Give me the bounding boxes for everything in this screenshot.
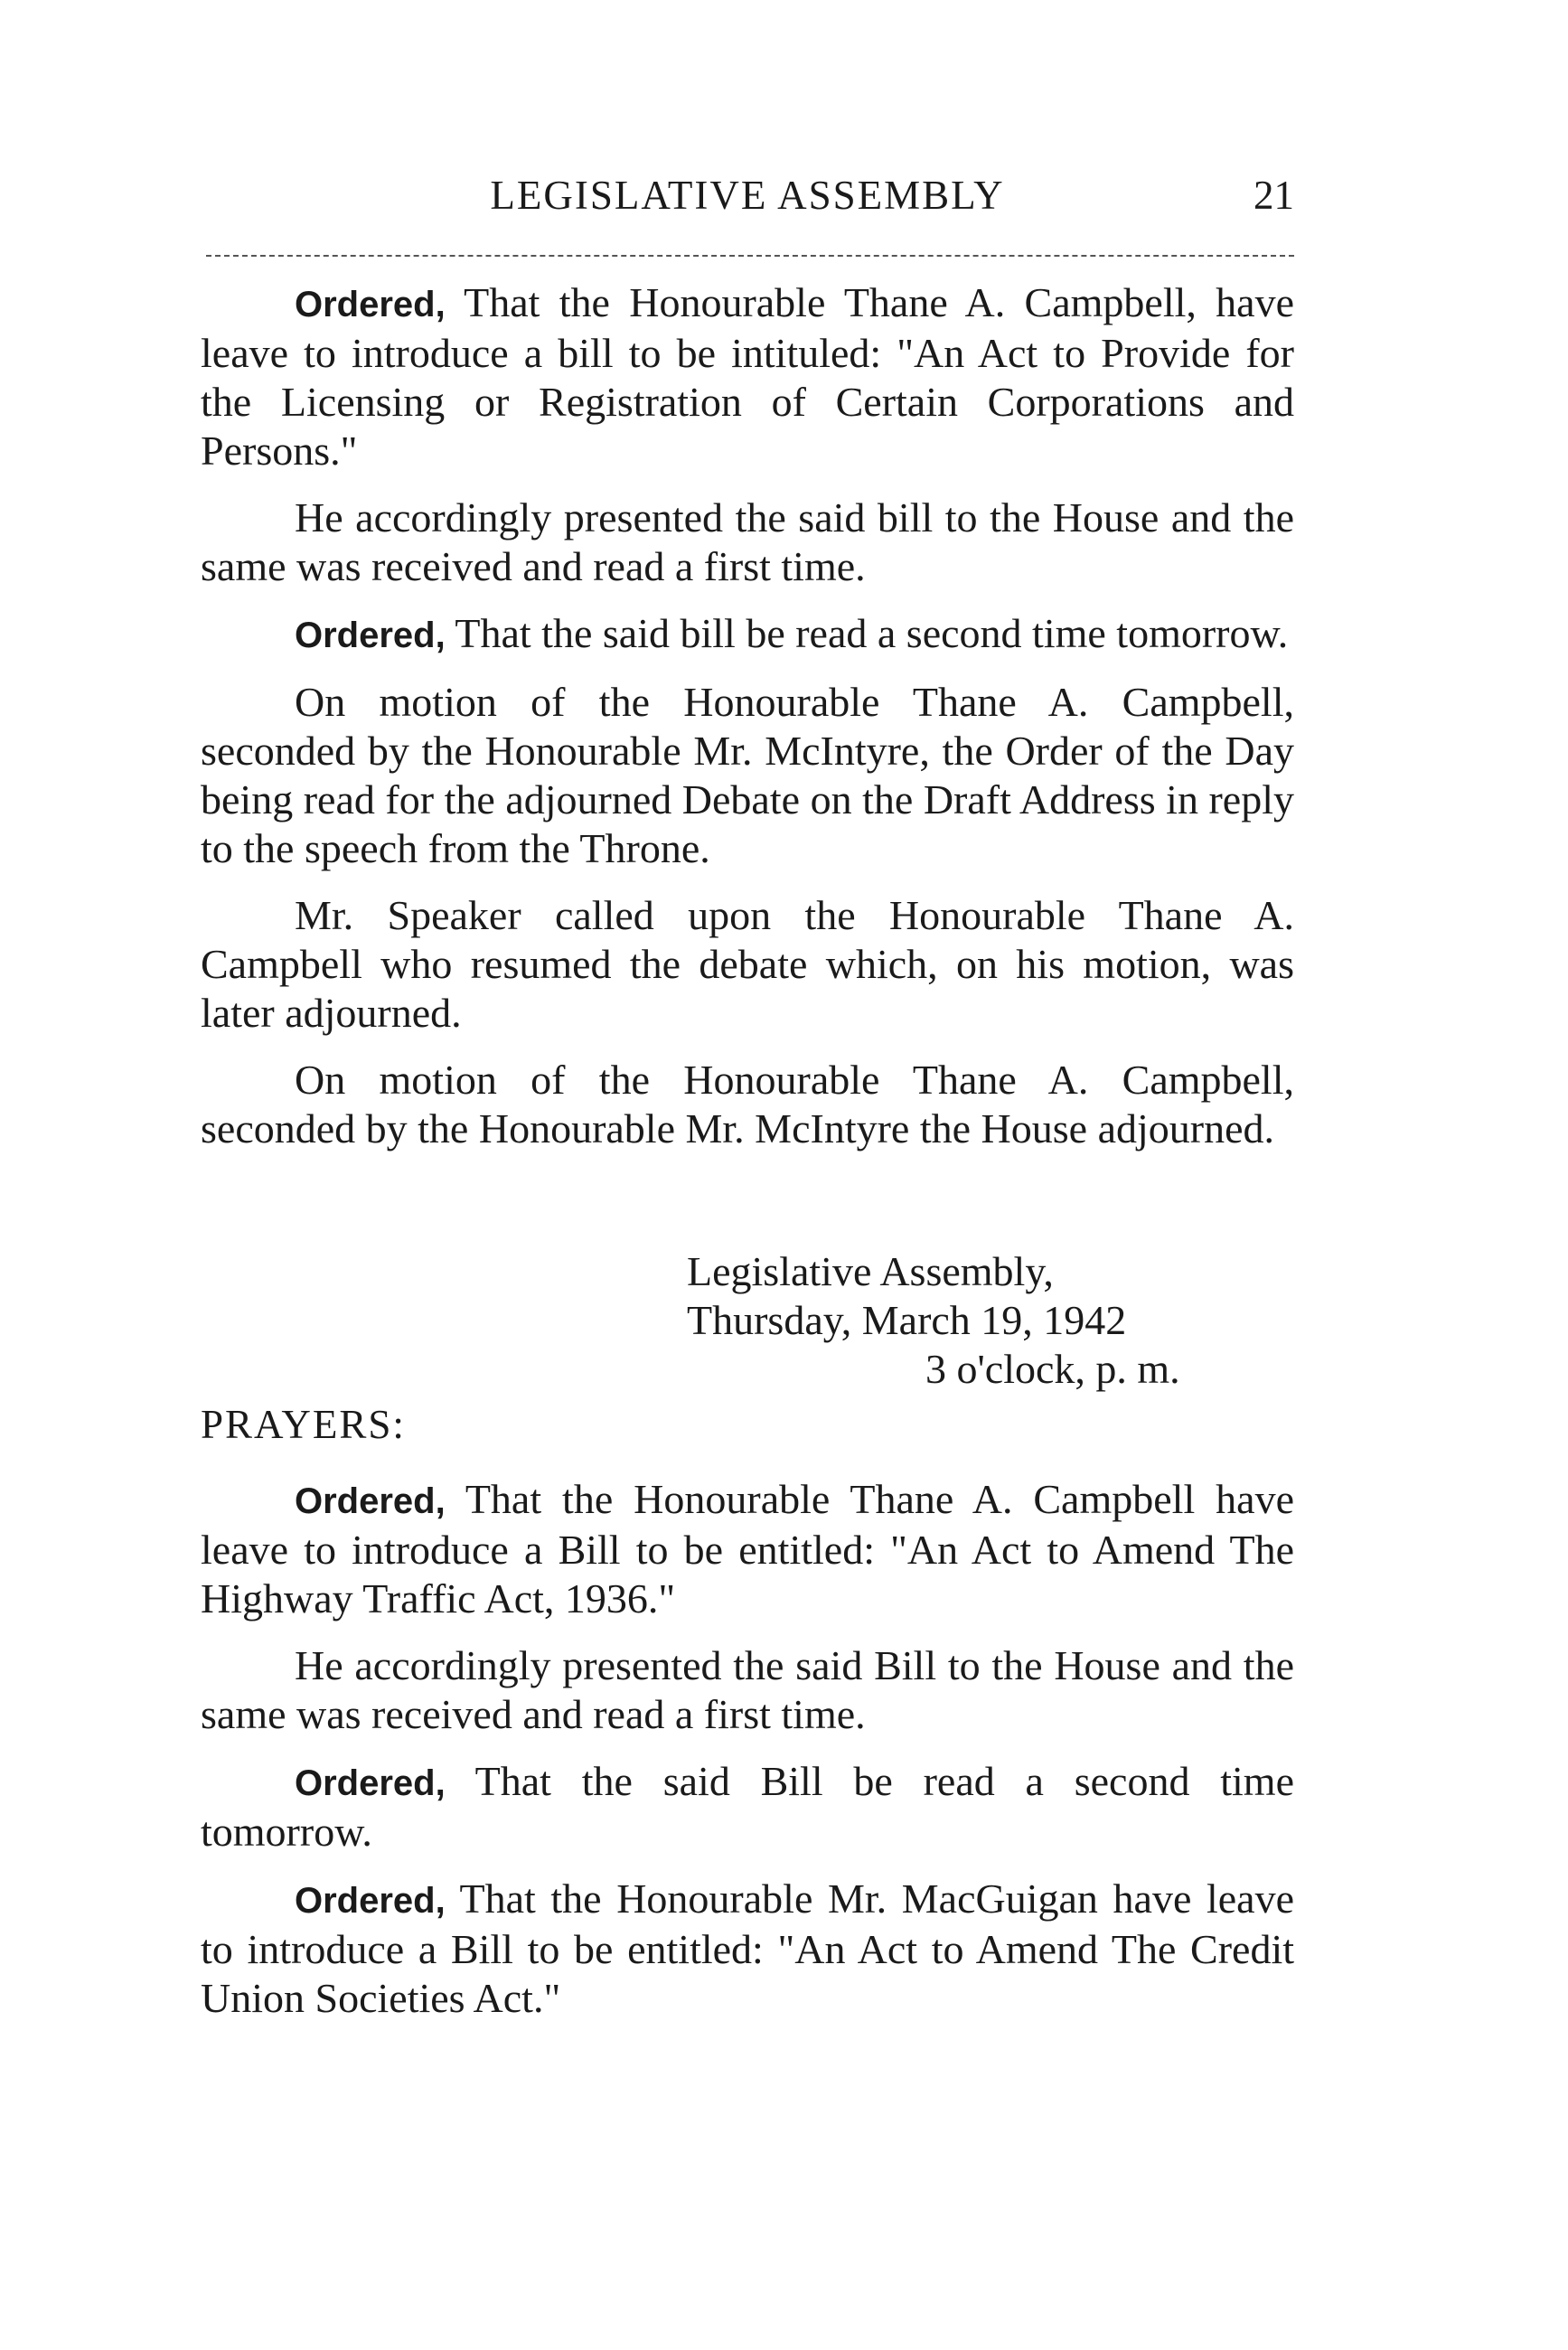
ordered-lead: Ordered, xyxy=(295,1881,446,1921)
paragraph xyxy=(201,1056,1294,1153)
page-header xyxy=(201,172,1294,231)
ordered-lead: Ordered, xyxy=(295,285,446,324)
ordered-lead: Ordered, xyxy=(295,616,446,655)
paragraph xyxy=(201,1475,1294,1623)
dateline-date: Thursday, March 19, 1942 xyxy=(687,1297,1127,1343)
header-rule xyxy=(206,255,1294,257)
page-number: 21 xyxy=(1253,173,1294,218)
paragraph-text: That the Honourable Thane A. Campbell, have leave to introduce a bill to be intituled: "An Act to Provide for the Licensing or Registration of Certain Corporations and Persons." xyxy=(201,279,1294,474)
prayers-heading: PRAYERS: xyxy=(201,1402,406,1447)
paragraph-text: On motion of the Honourable Thane A. Campbell, seconded by the Honourable Mr. McIntyre the House adjourned. xyxy=(201,1057,1294,1152)
paragraph xyxy=(201,494,1294,591)
dateline xyxy=(687,1247,1294,1394)
paragraph xyxy=(201,891,1294,1038)
ordered-lead: Ordered, xyxy=(295,1481,446,1521)
paragraph-text: That the Honourable Mr. MacGuigan have leave to introduce a Bill to be entitled: "An Act to Amend The Credit Union Societies Act." xyxy=(201,1875,1294,2021)
paragraph xyxy=(201,278,1294,475)
paragraph-text: That the Honourable Thane A. Campbell have leave to introduce a Bill to be entitled: "An Act to Amend The Highway Traffic Act, 1936." xyxy=(201,1476,1294,1622)
paragraph-text: He accordingly presented the said bill to the House and the same was received and read a first time. xyxy=(201,494,1294,589)
paragraph xyxy=(201,1641,1294,1739)
paragraph-text: He accordingly presented the said Bill to the House and the same was received and read a first time. xyxy=(201,1642,1294,1737)
paragraph xyxy=(201,609,1294,660)
paragraph-text: That the said Bill be read a second time tomorrow. xyxy=(201,1758,1294,1855)
paragraph xyxy=(201,1757,1294,1856)
paragraph xyxy=(201,1875,1294,2023)
paragraph-text: Mr. Speaker called upon the Honourable Thane A. Campbell who resumed the debate which, on his motion, was later adjourned. xyxy=(201,892,1294,1036)
paragraph xyxy=(201,678,1294,873)
running-title: LEGISLATIVE ASSEMBLY xyxy=(490,173,1005,218)
ordered-lead: Ordered, xyxy=(295,1763,446,1803)
document-page xyxy=(201,172,1294,2021)
dateline-place: Legislative Assembly, xyxy=(687,1248,1054,1294)
paragraph-text: On motion of the Honourable Thane A. Campbell, seconded by the Honourable Mr. McIntyre, the Order of the Day being read for the adjourned Debate on the Draft Address in reply to the speech from the Throne. xyxy=(201,679,1294,871)
dateline-time: 3 o'clock, p. m. xyxy=(925,1346,1180,1392)
paragraph-text: That the said bill be read a second time tomorrow. xyxy=(445,610,1289,656)
body-text xyxy=(201,278,1294,2041)
